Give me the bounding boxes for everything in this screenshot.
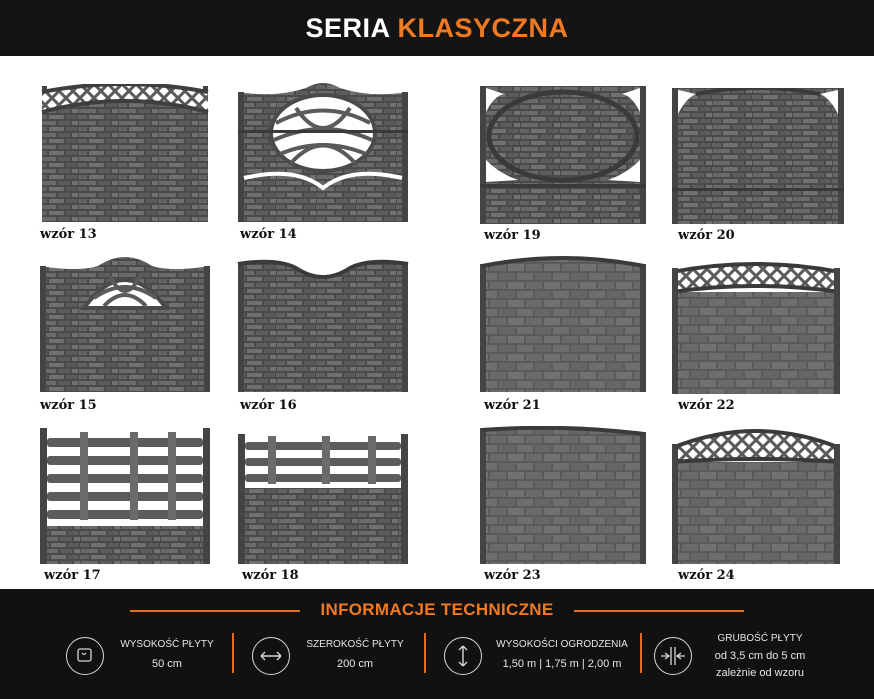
panel-wzor-16 — [236, 258, 410, 392]
panel-wzor-17 — [40, 428, 210, 564]
spec-value: 50 cm — [152, 658, 182, 670]
panel-24-label: wzór 24 — [678, 568, 735, 583]
spec-label: WYSOKOŚĆ PŁYTY — [120, 639, 214, 650]
spec-label: GRUBOŚĆ PŁYTY — [717, 633, 803, 644]
page-title — [305, 13, 568, 44]
panel-height-icon — [66, 637, 104, 675]
panel-21-image — [480, 254, 646, 392]
title-accent: KLASYCZNA — [397, 12, 569, 43]
panel-wzor-15 — [38, 248, 212, 392]
separator — [232, 633, 234, 673]
panel-wzor-21 — [480, 254, 646, 392]
info-title: INFORMACJE TECHNICZNE — [320, 600, 554, 619]
panel-16-image — [236, 258, 410, 392]
panel-13-image — [38, 84, 212, 222]
title-main: SERIA — [305, 12, 390, 43]
panel-18-image — [238, 434, 408, 564]
spec-value: od 3,5 cm do 5 cm — [714, 650, 806, 662]
panel-wzor-18 — [238, 434, 408, 564]
spec-value: 200 cm — [336, 658, 374, 670]
spec-label: SZEROKOŚĆ PŁYTY — [306, 639, 404, 650]
panel-20-image — [672, 88, 844, 224]
panel-18-label: wzór 18 — [242, 568, 299, 583]
spec-value: 1,50 m | 1,75 m | 2,00 m — [502, 658, 622, 670]
panel-23-label: wzór 23 — [484, 568, 541, 583]
panel-wzor-23 — [480, 426, 646, 564]
spec-panel-height — [66, 633, 226, 685]
panel-16-label: wzór 16 — [240, 398, 297, 413]
spec-label: WYSOKOŚCI OGRODZENIA — [496, 639, 628, 650]
panel-wzor-24 — [672, 426, 840, 564]
panel-15-image — [38, 248, 212, 392]
thickness-icon — [654, 637, 692, 675]
panel-wzor-13 — [38, 84, 212, 222]
technical-info-bar — [0, 589, 874, 699]
panel-17-image — [40, 428, 210, 564]
panel-20-label: wzór 20 — [678, 228, 735, 243]
panel-17-label: wzór 17 — [44, 568, 101, 583]
panel-23-image — [480, 426, 646, 564]
spec-fence-heights — [444, 633, 636, 685]
separator — [424, 633, 426, 673]
horizontal-arrows-icon — [252, 637, 290, 675]
panel-13-label: wzór 13 — [40, 227, 97, 242]
panel-19-image — [480, 86, 646, 224]
panel-22-image — [672, 262, 840, 394]
spec-value-note: zależnie od wzoru — [715, 667, 805, 679]
vertical-arrows-icon — [444, 637, 482, 675]
header-bar — [0, 0, 874, 56]
panel-wzor-19 — [480, 86, 646, 224]
panel-24-image — [672, 426, 840, 564]
panel-15-label: wzór 15 — [40, 398, 97, 413]
panel-14-image — [236, 78, 410, 222]
spec-panel-width — [252, 633, 412, 685]
panel-22-label: wzór 22 — [678, 398, 735, 413]
panel-19-label: wzór 19 — [484, 228, 541, 243]
panel-14-label: wzór 14 — [240, 227, 297, 242]
separator — [640, 633, 642, 673]
panel-wzor-22 — [672, 262, 840, 394]
panel-wzor-20 — [672, 88, 844, 224]
panel-wzor-14 — [236, 78, 410, 222]
spec-panel-thickness — [654, 633, 854, 685]
panel-21-label: wzór 21 — [484, 398, 541, 413]
